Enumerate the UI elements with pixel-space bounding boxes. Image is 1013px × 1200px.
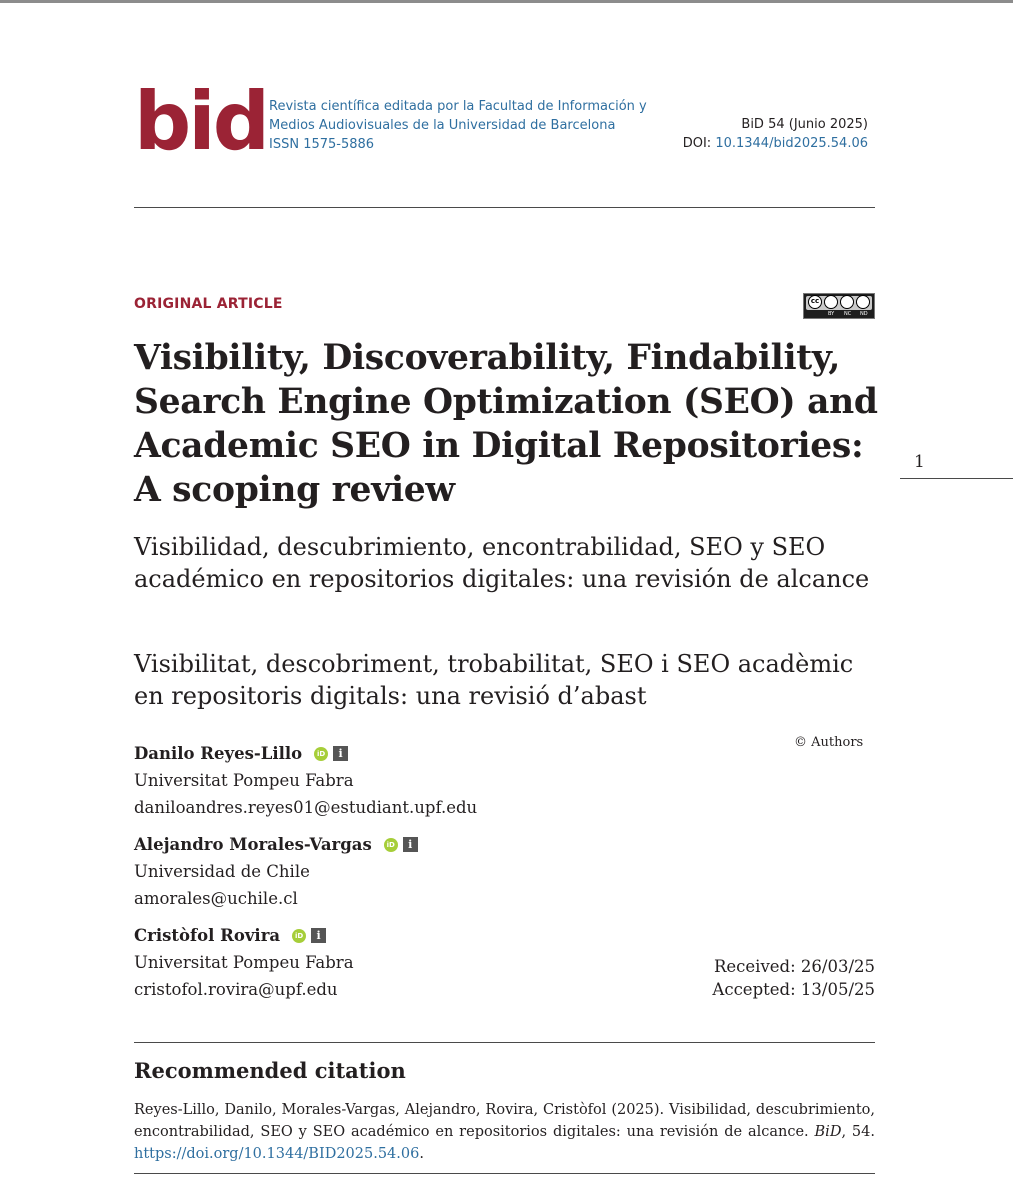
article-title: Visibility, Discoverability, Findability, Search Engine Optimization (SEO) and Academic SEO in Digital Repositories: A scoping review [134,338,878,510]
citation-volume: , 54. [841,1124,875,1140]
cc-icon: cc [808,295,822,309]
journal-info [269,97,647,154]
info-icon[interactable]: i [333,746,348,761]
journal-logo: bid [134,75,267,168]
citation-body: Reyes-Lillo, Danilo, Morales-Vargas, Alejandro, Rovira, Cristòfol (2025). Visibilidad, descubrimiento, encontrabilidad, SEO y SEO académico en repositorios digitales: una revisión de alcance. [134,1102,875,1140]
orcid-icon[interactable]: iD [384,838,398,852]
journal-line: Medios Audiovisuales de la Universidad de Barcelona [269,118,616,133]
citation-end: . [419,1146,424,1162]
issn: ISSN 1575-5886 [269,137,375,152]
doi-label: DOI: [682,136,712,151]
author-block [134,831,418,912]
author-block [134,740,477,821]
citation-text [134,1099,875,1165]
by-icon [824,295,838,309]
orcid-icon[interactable]: iD [292,929,306,943]
nd-label: ND [860,311,868,317]
issue-info [683,115,868,153]
issue-label: BiD 54 (Junio 2025) [741,117,868,132]
orcid-icon[interactable]: iD [314,747,328,761]
accepted-date: Accepted: 13/05/25 [712,980,875,999]
info-icon[interactable]: i [403,837,418,852]
citation-top-divider [134,1042,875,1043]
section-label: ORIGINAL ARTICLE [134,296,283,312]
citation-journal: BiD [814,1124,842,1140]
article-dates [712,955,875,1001]
header-divider [134,207,875,208]
citation-doi-link[interactable]: https://doi.org/10.1344/BID2025.54.06 [134,1146,420,1162]
title-catalan: Visibilitat, descobriment, trobabilitat, SEO i SEO acadèmic en repositoris digitals: una revisió d’abast [134,650,854,710]
page-number-rule [900,478,1013,479]
author-email[interactable]: daniloandres.reyes01@estudiant.upf.edu [134,798,478,817]
author-affiliation: Universitat Pompeu Fabra [134,953,354,972]
info-icon[interactable]: i [311,928,326,943]
author-email[interactable]: cristofol.rovira@upf.edu [134,980,338,999]
author-name: Cristòfol Rovira [134,926,281,945]
copyright: © Authors [794,735,864,750]
top-border [0,0,1013,3]
author-block [134,922,354,1003]
page-number: 1 [914,452,925,472]
cc-license-badge[interactable] [803,293,875,319]
journal-line: Revista científica editada por la Facultad de Información y [269,99,647,114]
nc-label: NC [844,311,852,317]
doi-link[interactable]: 10.1344/bid2025.54.06 [715,136,868,151]
author-name: Danilo Reyes-Lillo [134,744,303,763]
title-spanish: Visibilidad, descubrimiento, encontrabilidad, SEO y SEO académico en repositorios digitales: una revisión de alcance [134,533,870,593]
author-affiliation: Universitat Pompeu Fabra [134,771,354,790]
received-date: Received: 26/03/25 [713,957,875,976]
citation-heading: Recommended citation [134,1058,406,1083]
by-label: BY [828,311,835,317]
author-email[interactable]: amorales@uchile.cl [134,889,298,908]
nc-icon [840,295,854,309]
nd-icon [856,295,870,309]
citation-bottom-divider [134,1173,875,1174]
author-affiliation: Universidad de Chile [134,862,310,881]
author-name: Alejandro Morales-Vargas [134,835,372,854]
